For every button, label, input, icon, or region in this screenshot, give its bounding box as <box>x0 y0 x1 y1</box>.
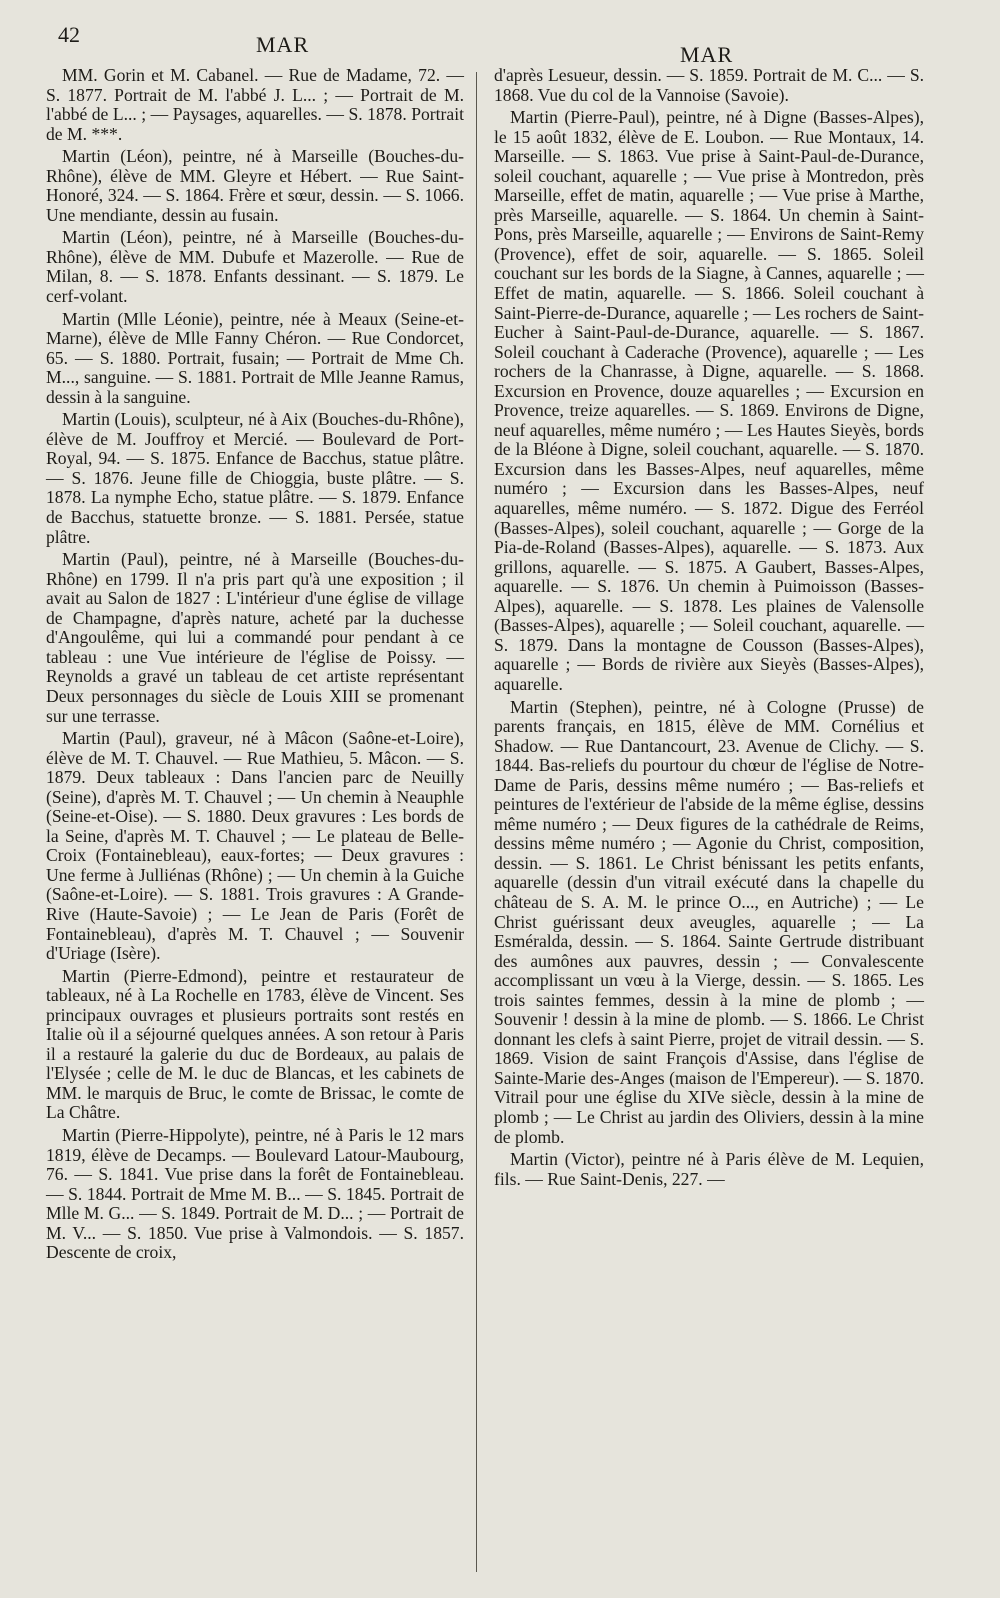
dictionary-entry: Martin (Paul), peintre, né à Marseille (Bouches-du-Rhône) en 1799. Il n'a pris part qu'à une exposition ; il avait au Salon de 1827 : L'intérieur d'une église de village de Champagne, d'après nature, acheté par la duchesse d'Angoulême, qui lui a commandé pour pendant à ce tableau : une Vue intérieure de l'église de Poissy. — Reynolds a gravé un tableau de cet artiste représentant Deux personnages du siècle de Louis XIII se promenant sur une terrasse. <box>46 549 464 726</box>
dictionary-entry: Martin (Paul), graveur, né à Mâcon (Saône-et-Loire), élève de M. T. Chauvel. — Rue Mathieu, 5. Mâcon. — S. 1879. Deux tableaux : Dans l'ancien parc de Neuilly (Seine), d'après M. T. Chauvel ; — Un chemin à Neauphle (Seine-et-Oise). — S. 1880. Deux gravures : Les bords de la Seine, d'après M. T. Chauvel ; — Le plateau de Belle-Croix (Fontainebleau), eaux-fortes; — Deux gravures : Une ferme à Julliénas (Rhône) ; — Un chemin à la Guiche (Saône-et-Loire). — S. 1881. Trois gravures : A Grande-Rive (Haute-Savoie) ; — Le Jean de Paris (Forêt de Fontainebleau), d'après M. T. Chauvel ; — Souvenir d'Uriage (Isère). <box>46 728 464 964</box>
dictionary-entry: Martin (Léon), peintre, né à Marseille (Bouches-du-Rhône), élève de MM. Gleyre et Hébert. — Rue Saint-Honoré, 324. — S. 1864. Frère et sœur, dessin. — S. 1066. Une mendiante, dessin au fusain. <box>46 146 464 225</box>
page-number: 42 <box>58 22 80 47</box>
dictionary-entry: Martin (Pierre-Hippolyte), peintre, né à Paris le 12 mars 1819, élève de Decamps. — Boulevard Latour-Maubourg, 76. — S. 1841. Vue prise dans la forêt de Fontainebleau. — S. 1844. Portrait de Mme M. B... — S. 1845. Portrait de Mlle M. G... — S. 1849. Portrait de M. D... ; — Portrait de M. V... — S. 1850. Vue prise à Valmondois. — S. 1857. Descente de croix, <box>46 1124 464 1263</box>
dictionary-entry: Martin (Pierre-Edmond), peintre et restaurateur de tableaux, né à La Rochelle en 1783, élève de Vincent. Ses principaux ouvrages et plusieurs portraits sont restés en Italie où il a séjourné quelques années. A son retour à Paris il a restauré la galerie du duc de Bordeaux, au palais de l'Elysée ; celle de M. le duc de Blancas, et les cabinets de MM. le marquis de Bruc, le comte de Brissac, le comte de La Châtre. <box>46 965 464 1123</box>
dictionary-entry: Martin (Pierre-Paul), peintre, né à Digne (Basses-Alpes), le 15 août 1832, élève de E. Loubon. — Rue Montaux, 14. Marseille. — S. 1863. Vue prise à Saint-Paul-de-Durance, soleil couchant, aquarelle ; — Vue prise à Montredon, près Marseille, effet de matin, aquarelle ; — Vue prise à Marthe, près Marseille, aquarelle. — S. 1864. Un chemin à Saint-Pons, près Marseille, aquarelle ; — Environs de Saint-Remy (Provence), effet de soir, aquarelle. — S. 1865. Soleil couchant sur les bords de la Siagne, à Cannes, aquarelle ; — Effet de matin, aquarelle. — S. 1866. Soleil couchant à Saint-Pierre-de-Durance, aquarelle ; — Les rochers de Saint-Eucher à Saint-Paul-de-Durance, aquarelle. — S. 1867. Soleil couchant à Caderache (Provence), aquarelle ; — Les rochers de la Chanrasse, à Digne, aquarelle. — S. 1868. Excursion en Provence, douze aquarelles ; — Excursion en Provence, treize aquarelles. — S. 1869. Environs de Digne, neuf aquarelles, même numéro ; — Les Hautes Sieyès, bords de la Bléone à Digne, soleil couchant, aquarelle. — S. 1870. Excursion dans les Basses-Alpes, neuf aquarelles, même numéro ; — Excursion dans les Basses-Alpes, neuf aquarelles, même numéro. — S. 1872. Digue des Ferréol (Basses-Alpes), soleil couchant, aquarelle ; — Gorge de la Pia-de-Roland (Basses-Alpes), aquarelle. — S. 1873. Aux grillons, aquarelle. — S. 1875. A Gaubert, Basses-Alpes, aquarelle. — S. 1876. Un chemin à Puimoisson (Basses-Alpes), aquarelle. — S. 1878. Les plaines de Valensolle (Basses-Alpes), aquarelle ; — Soleil couchant, aquarelle. — S. 1879. Dans la montagne de Cousson (Basses-Alpes), aquarelle ; — Bords de rivière aux Sieyès (Basses-Alpes), aquarelle. <box>494 107 924 694</box>
right-column <box>494 66 924 1192</box>
dictionary-entry: Martin (Stephen), peintre, né à Cologne (Prusse) de parents français, en 1815, élève de MM. Cornélius et Shadow. — Rue Dantancourt, 23. Avenue de Clichy. — S. 1844. Bas-reliefs du pourtour du chœur de l'église de Notre-Dame de Paris, dessins même numéro ; — Bas-reliefs et peintures de l'extérieur de l'abside de la même église, dessins même numéro ; — Deux figures de la cathédrale de Reims, dessins même numéro ; — Agonie du Christ, composition, dessin. — S. 1861. Le Christ bénissant les petits enfants, aquarelle (dessin d'un vitrail exécuté dans la chapelle du château de S. A. M. le prince O..., en Autriche) ; — Le Christ guérissant deux aveugles, aquarelle ; — La Esméralda, dessin. — S. 1864. Sainte Gertrude distribuant des aumônes aux pauvres, dessin ; — Convalescente accomplissant un vœu à la Vierge, dessin. — S. 1865. Les trois saintes femmes, dessin à la mine de plomb ; — Souvenir ! dessin à la mine de plomb. — S. 1866. Le Christ donnant les clefs à saint Pierre, projet de vitrail dessin. — S. 1869. Vision de saint François d'Assise, dans l'église de Sainte-Marie des-Anges (maison de l'Empereur). — S. 1870. Vitrail pour une église du XIVe siècle, dessin à la mine de plomb ; — Le Christ au jardin des Oliviers, dessin à la mine de plomb. <box>494 696 924 1147</box>
running-head-left: MAR <box>256 32 310 57</box>
dictionary-entry: Martin (Léon), peintre, né à Marseille (Bouches-du-Rhône), élève de MM. Dubufe et Mazerolle. — Rue de Milan, 8. — S. 1878. Enfants dessinant. — S. 1879. Le cerf-volant. <box>46 227 464 307</box>
dictionary-entry: Martin (Louis), sculpteur, né à Aix (Bouches-du-Rhône), élève de M. Jouffroy et Mercié. — Boulevard de Port-Royal, 94. — S. 1875. Enfance de Bacchus, statue plâtre. — S. 1876. Jeune fille de Chioggia, buste plâtre. — S. 1878. La nymphe Echo, statue plâtre. — S. 1879. Enfance de Bacchus, statuette bronze. — S. 1881. Persée, statue plâtre. <box>46 409 464 547</box>
dictionary-entry: Martin (Mlle Léonie), peintre, née à Meaux (Seine-et-Marne), élève de Mlle Fanny Chéron. — Rue Condorcet, 65. — S. 1880. Portrait, fusain; — Portrait de Mme Ch. M..., sanguine. — S. 1881. Portrait de Mlle Jeanne Ramus, dessin à la sanguine. <box>46 308 464 407</box>
running-head-right: MAR <box>680 42 734 67</box>
dictionary-entry: d'après Lesueur, dessin. — S. 1859. Portrait de M. C... — S. 1868. Vue du col de la Vannoise (Savoie). <box>494 65 924 105</box>
dictionary-entry: MM. Gorin et M. Cabanel. — Rue de Madame, 72. — S. 1877. Portrait de M. l'abbé J. L... ; — Portrait de M. l'abbé de L... ; — Paysages, aquarelles. — S. 1878. Portrait de M. ***. <box>46 65 464 144</box>
left-column <box>46 66 464 1266</box>
column-divider <box>476 72 477 1572</box>
dictionary-entry: Martin (Victor), peintre né à Paris élève de M. Lequien, fils. — Rue Saint-Denis, 227. — <box>494 1149 924 1189</box>
